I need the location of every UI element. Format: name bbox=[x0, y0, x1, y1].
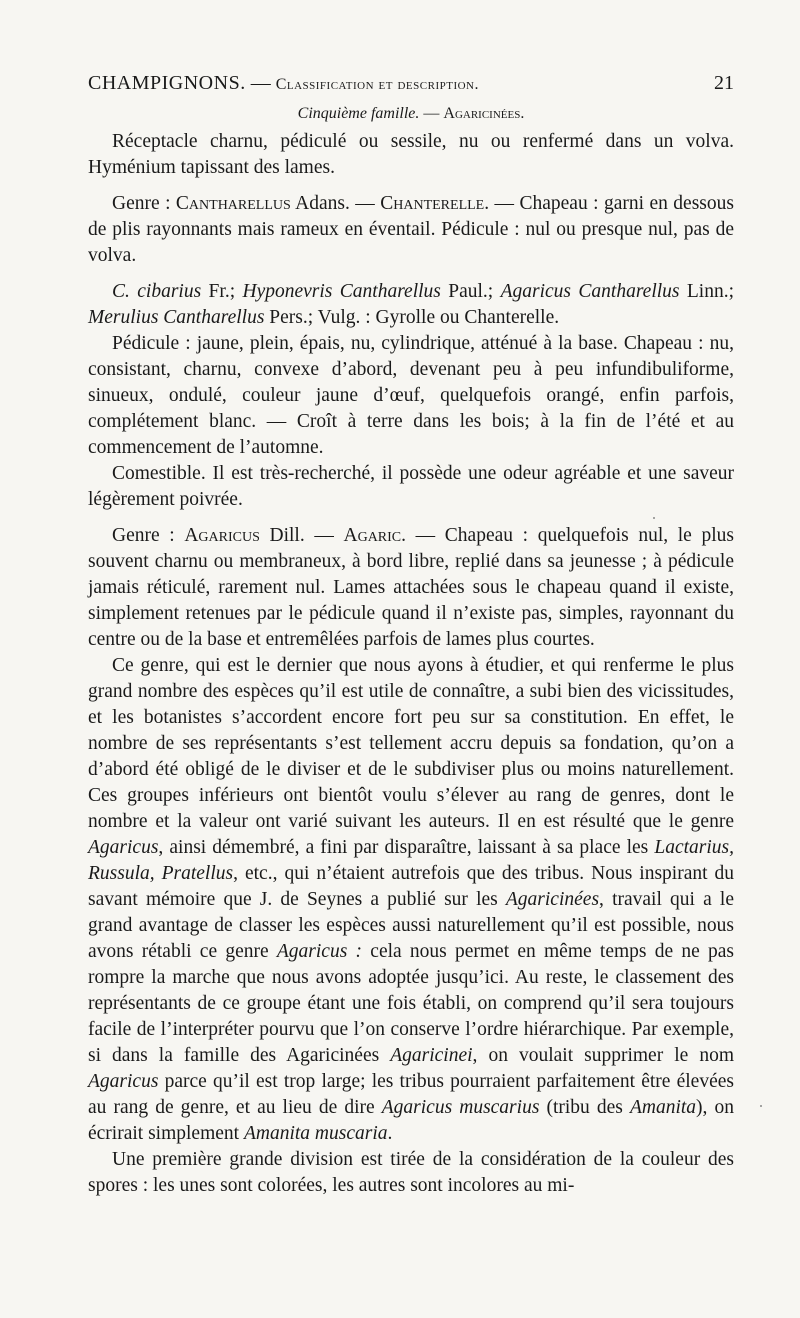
common-name: Chanterelle. bbox=[380, 193, 490, 214]
family-label: Cinquième famille. bbox=[297, 105, 420, 122]
text-run: Ce genre, qui est le dernier que nous ayons à étudier, et qui renferme le plus grand nombre des espèces qu’il est utile de connaître, a subi bien des vicissitudes, et les botanistes s’accordent encore fort peu sur sa constitution. En effet, le nombre de ses représentants s’est tellement accru depuis sa fondation, qu’on a d’abord été obligé de le diviser et de le subdiviser plus ou moins naturellement. Ces groupes inférieurs ont bientôt voulu s’élever au rang de genres, dont le nombre et la valeur ont varié suivant les auteurs. Il en est résulté que le genre bbox=[88, 655, 734, 832]
paragraph-spore-division: Une première grande division est tirée de la considération de la couleur des spores : les unes sont colorées, les autres sont incolores au mi- bbox=[88, 1149, 734, 1196]
paper-speck bbox=[653, 517, 655, 519]
text-run: — Chapeau : garni en dessous de plis rayonnants mais rameux en éventail. Pédicule : nul ou presque nul, pas de volva. bbox=[88, 193, 734, 266]
species-name: C. cibarius bbox=[112, 281, 202, 302]
text-run: Linn.; bbox=[679, 281, 735, 302]
species-name: Merulius Cantharellus bbox=[88, 307, 265, 328]
text-run: cela nous permet en même temps de ne pas rompre la marche que nous avons adoptée jusqu’ici. Au reste, le classement des représentants de ce groupe étant une fois établi, on comprend qu’il sera toujours facile de l’interpréter pourvu que l’on conserve l’ordre hiérarchique. Par exemple, si dans la famille des Agaricinées bbox=[88, 941, 735, 1066]
italic-term: Agaricinei bbox=[390, 1045, 473, 1066]
paper-speck bbox=[760, 1105, 762, 1107]
running-head bbox=[88, 72, 734, 95]
common-name: Agaric. bbox=[343, 525, 407, 546]
italic-term: Lactarius, Russula, Pratellus bbox=[88, 837, 734, 884]
family-heading bbox=[88, 105, 734, 123]
paragraph-synonyms bbox=[88, 279, 734, 331]
paragraph-genre-agaricus bbox=[88, 523, 734, 653]
text-run: (tribu des bbox=[539, 1097, 630, 1118]
text-run: ), on écrirait simplement bbox=[88, 1097, 734, 1144]
text-run: Genre : bbox=[112, 193, 176, 214]
paragraph-genre-history bbox=[88, 653, 734, 1147]
text-run: Pers.; Vulg. : Gyrolle ou Chanterelle. bbox=[264, 307, 560, 328]
running-head-title bbox=[88, 72, 479, 95]
paragraph-genre-cantharellus bbox=[88, 191, 734, 269]
paragraph-comestible: Comestible. Il est très-recherché, il possède une odeur agréable et une saveur légèrement poivrée. bbox=[88, 463, 734, 510]
text-run: . bbox=[387, 1123, 393, 1144]
text-run: , etc., qui n’étaient autrefois que des tribus. Nous inspirant du savant mémoire que J. de Seynes a publié sur les bbox=[88, 863, 734, 910]
section-title: Classification et description. bbox=[275, 76, 479, 93]
italic-term: Amanita muscaria bbox=[243, 1123, 388, 1144]
text-run: , on voulait supprimer le nom bbox=[472, 1045, 734, 1066]
text-run: Paul.; bbox=[440, 281, 501, 302]
genus-name: Cantharellus bbox=[175, 193, 291, 214]
species-name: Agaricus Cantharellus bbox=[500, 281, 680, 302]
chapter-title: CHAMPIGNONS. bbox=[88, 72, 246, 94]
text-run: parce qu’il est trop large; les tribus pourraient parfaitement être élevées au rang de genre, et au lieu de dire bbox=[88, 1071, 734, 1118]
family-dash: — bbox=[423, 105, 440, 122]
italic-term: Agaricinées bbox=[505, 889, 600, 910]
text-run: Adans. — bbox=[290, 193, 381, 214]
header-dash: — bbox=[250, 72, 271, 94]
text-run: Genre : bbox=[112, 525, 185, 546]
italic-term: Agaricus muscarius bbox=[381, 1097, 540, 1118]
paragraph-family-description: Réceptacle charnu, pédiculé ou sessile, nu ou renfermé dans un volva. Hyménium tapissant des lames. bbox=[88, 131, 734, 178]
species-name: Hyponevris Cantharellus bbox=[242, 281, 441, 302]
family-name: Agaricinées. bbox=[443, 105, 525, 122]
text-run: , travail qui a le grand avantage de classer les espèces aussi naturellement qu’il est possible, nous avons rétabli ce genre bbox=[88, 889, 735, 962]
italic-term: Agaricus bbox=[88, 837, 159, 858]
paragraph-pedicule: Pédicule : jaune, plein, épais, nu, cylindrique, atténué à la base. Chapeau : nu, consistant, charnu, convexe d’abord, devenant peu à peu infundibuliforme, sinueux, ondulé, couleur jaune d’œuf, quelquefois orangé, enfin parfois, complétement blanc. — Croît à terre dans les bois; à la fin de l’été et au commencement de l’automne. bbox=[88, 333, 734, 458]
text-run: — Chapeau : quelquefois nul, le plus souvent charnu ou membraneux, à bord libre, replié dans sa jeunesse ; à pédicule jamais réticulé, rarement nul. Lames attachées sous le chapeau quand il existe, simplement retenues par le pédicule quand il n’existe pas, simples, rayonnant du centre ou de la base et entremêlées parfois de lames plus courtes. bbox=[88, 525, 734, 650]
text-run: Dill. — bbox=[259, 525, 344, 546]
italic-term: Amanita bbox=[629, 1097, 697, 1118]
italic-term: Agaricus : bbox=[276, 941, 363, 962]
text-run: Fr.; bbox=[201, 281, 243, 302]
genus-name: Agaricus bbox=[184, 525, 260, 546]
page-number: 21 bbox=[714, 72, 734, 94]
italic-term: Agaricus bbox=[88, 1071, 159, 1092]
text-run: , ainsi démembré, a fini par disparaître, laissant à sa place les bbox=[158, 837, 655, 858]
